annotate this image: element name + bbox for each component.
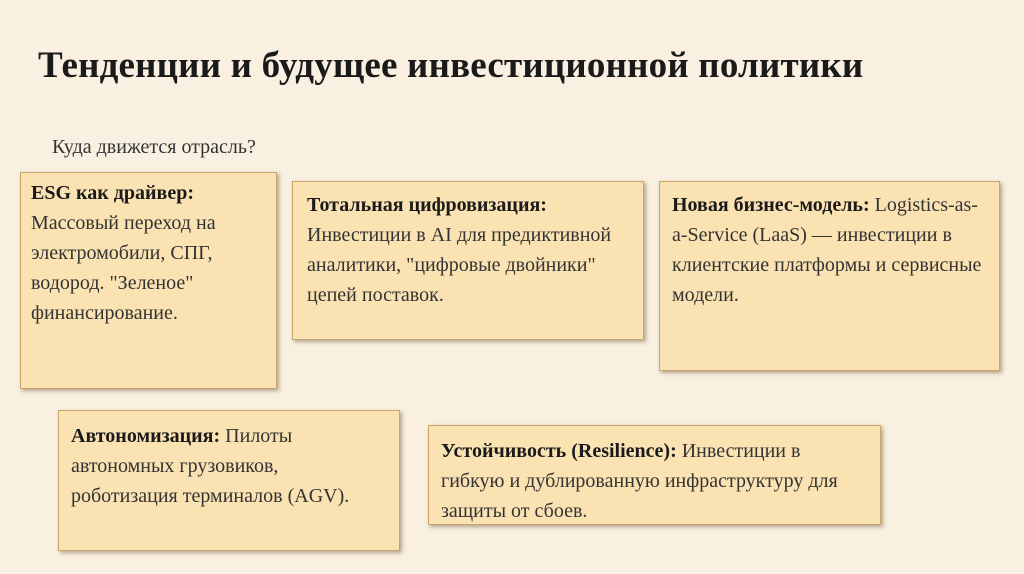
card-resilience-text: Инвестиции в гибкую и дублированную инфраструктуру для защиты от сбоев. (441, 440, 838, 522)
card-business-model-heading: Новая бизнес-модель: (672, 194, 870, 216)
card-autonomy-text: Пилоты автономных грузовиков, роботизация терминалов (AGV). (71, 425, 350, 507)
card-business-model-text: Logistics-as-a-Service (LaaS) — инвестиции в клиентские платформы и сервисные модели. (672, 194, 982, 306)
card-digitalization (292, 181, 644, 340)
slide-title: Тенденции и будущее инвестиционной политики (38, 45, 864, 86)
card-digitalization-heading: Тотальная цифровизация: (307, 194, 547, 216)
card-esg (20, 172, 277, 389)
card-esg-heading: ESG как драйвер: (31, 182, 194, 204)
card-autonomy (58, 410, 400, 551)
card-esg-text: Массовый переход на электромобили, СПГ, водород. "Зеленое" финансирование. (31, 212, 216, 324)
card-digitalization-text: Инвестиции в AI для предиктивной аналитики, "цифровые двойники" цепей поставок. (307, 224, 612, 306)
card-resilience-heading: Устойчивость (Resilience): (441, 440, 677, 462)
card-autonomy-heading: Автономизация: (71, 425, 221, 447)
slide-subtitle: Куда движется отрасль? (52, 136, 256, 158)
card-business-model (659, 181, 1000, 371)
card-resilience (428, 425, 881, 525)
